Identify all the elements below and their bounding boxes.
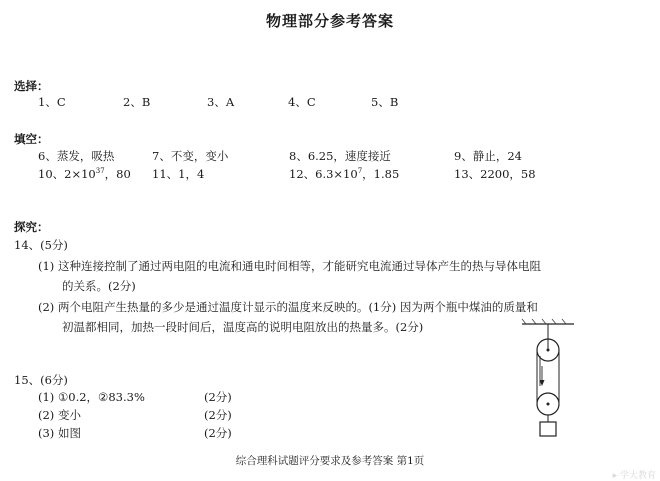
q15-score-3: (2分) xyxy=(204,426,232,440)
q14-line-1: (1) 这种连接控制了通过两电阻的电流和通电时间相等，才能研究电流通过导体产生的热与导体电阻 xyxy=(38,259,541,273)
ceiling-hatch xyxy=(562,319,566,324)
fill-answer-7: 7、不变，变小 xyxy=(152,149,229,163)
q15-line-2: (2) 变小 xyxy=(38,408,81,422)
fill-answer-12: 12、$6.3\times 10^7$，1.85 xyxy=(289,167,400,181)
fill-answer-8: 8、6.25，速度接近 xyxy=(289,149,391,163)
fill-heading: 填空： xyxy=(14,132,49,146)
q14-label: 14、(5分) xyxy=(14,238,68,252)
choice-answer-2: 2、B xyxy=(123,95,151,109)
choice-answer-5: 5、B xyxy=(371,95,399,109)
pulley-diagram xyxy=(518,316,578,442)
q14-line-4: 初温都相同，加热一段时间后，温度高的说明电阻放出的热量多。(2分) xyxy=(62,320,424,334)
fill-answer-6: 6、蒸发，吸热 xyxy=(38,149,115,163)
choice-answer-3: 3、A xyxy=(207,95,235,109)
choice-answer-1: 1、C xyxy=(38,95,66,109)
ceiling-hatch xyxy=(542,319,546,324)
ceiling-hatch xyxy=(552,319,556,324)
ceiling-hatch xyxy=(522,319,526,324)
q15-score-1: (2分) xyxy=(204,390,232,404)
explore-heading: 探究： xyxy=(14,220,49,234)
fill-answer-9: 9、静止，24 xyxy=(454,149,522,163)
fill-answer-11: 11、1，4 xyxy=(152,167,205,181)
weight-block xyxy=(540,422,556,436)
q15-label: 15、(6分) xyxy=(14,373,68,387)
movable-pulley-axle xyxy=(547,403,550,406)
fill-answer-10: 10、$2\times 10^{37}$，80 xyxy=(38,167,131,181)
q14-line-3: (2) 两个电阻产生热量的多少是通过温度计显示的温度来反映的。(1分) 因为两个瓶中煤油的质量和 xyxy=(38,300,538,314)
page-title: 物理部分参考答案 xyxy=(265,12,394,30)
page-footer: 综合理科试题评分要求及参考答案 第1页 xyxy=(235,455,425,467)
q14-line-2: 的关系。(2分) xyxy=(62,279,136,293)
fill-answer-13: 13、2200，58 xyxy=(454,167,536,181)
watermark: ▸ 学大教育 xyxy=(612,471,656,481)
ceiling-hatch xyxy=(532,319,536,324)
choice-answer-4: 4、C xyxy=(288,95,316,109)
q15-line-1: (1) ①0.2，②83.3% xyxy=(38,390,145,404)
choice-heading: 选择： xyxy=(14,79,49,93)
q15-line-3: (3) 如图 xyxy=(38,426,81,440)
q15-score-2: (2分) xyxy=(204,408,232,422)
fixed-pulley-axle xyxy=(547,349,550,352)
